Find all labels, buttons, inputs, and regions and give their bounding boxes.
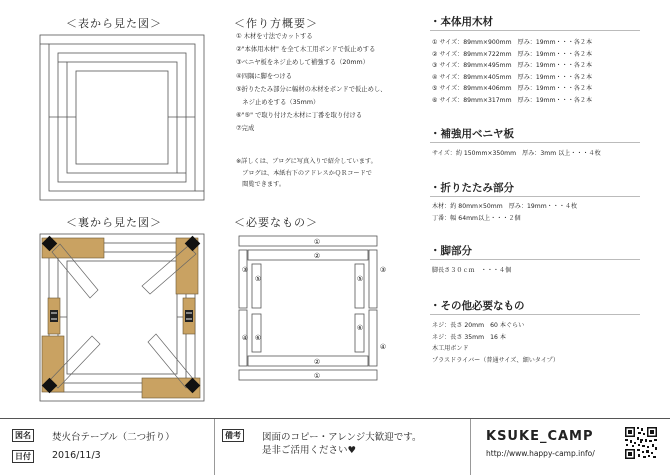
- folding-list: [432, 201, 577, 224]
- part-6-right: [355, 314, 364, 352]
- front-view-drawing: [38, 33, 206, 203]
- label-part-1-top: ①: [313, 238, 321, 246]
- part-4-right: [369, 310, 377, 366]
- label-part-2-top: ②: [313, 252, 321, 260]
- label-part-5-left: ⑤: [254, 275, 262, 283]
- label-part-6-left: ⑥: [254, 334, 262, 342]
- others-item: ネジ：長さ 20mm 60 本ぐらい: [432, 322, 525, 329]
- legs-item: 脚長さ３０ｃｍ ・・・４個: [432, 267, 512, 274]
- step-1: ① 木材を寸法でカットする: [236, 33, 313, 40]
- step-4: ④四隅に脚をつける: [236, 72, 293, 80]
- part-6-left: [252, 314, 261, 352]
- others-item: プラスドライバー（普通サイズ、細いタイプ）: [432, 356, 559, 364]
- step-5-cont: ネジ止めをする（35mm）: [236, 99, 320, 107]
- remarks-label: 備考: [222, 429, 244, 442]
- required-parts-drawing: [236, 232, 386, 386]
- back-view-heading: ＜裏から見た図＞: [66, 216, 162, 229]
- main-wood-item: ③ サイズ：89mm×495mm 厚み：19mm・・・各２本: [432, 62, 593, 70]
- part-2-bottom: [248, 356, 368, 366]
- others-title: ・その他必要なもの: [430, 300, 525, 312]
- hinge-left: [50, 310, 58, 322]
- part-5-right: [355, 264, 364, 308]
- back-view-drawing: [38, 232, 206, 404]
- folding-item: 丁番：幅 64mm以上・・・２個: [432, 214, 521, 222]
- label-part-5-right: ⑤: [356, 275, 364, 283]
- main-wood-item: ⑥ サイズ：89mm×317mm 厚み：19mm・・・各２本: [432, 96, 593, 104]
- label-part-4-left: ④: [241, 334, 249, 342]
- remarks-line-2: 是非ご活用ください♥: [262, 445, 357, 456]
- part-3-right: [369, 250, 377, 308]
- overview-heading: ＜作り方概要＞: [234, 17, 318, 30]
- main-wood-list: [432, 37, 592, 107]
- plywood-title: ・補強用ベニヤ板: [430, 128, 514, 140]
- folding-item: 木材：約 80mm×50mm 厚み：19mm・・・４枚: [432, 203, 578, 210]
- legs-title: ・脚部分: [430, 245, 472, 257]
- front-view-heading: ＜表から見た図＞: [66, 17, 162, 30]
- qr-code-icon[interactable]: [624, 426, 658, 460]
- label-part-4-right: ④: [379, 343, 386, 351]
- label-part-2-bottom: ②: [313, 358, 321, 366]
- part-2-top: [248, 250, 368, 260]
- main-wood-item: ① サイズ：89mm×900mm 厚み：19mm・・・各２本: [432, 39, 593, 46]
- plywood-item: サイズ：約 150mm×350mm 厚み：3mm 以上・・・４枚: [432, 150, 601, 157]
- title-label: 図名: [12, 429, 34, 442]
- blog-note: ※詳しくは、ブログに写真入りで紹介しています。 ブログは、本紙右下のアドレスかＱＲコードで 閲覧できます。: [236, 158, 377, 188]
- step-7: ⑦完成: [236, 125, 255, 133]
- part-1-top: [239, 236, 377, 246]
- blog-url[interactable]: http://www.happy-camp.info/: [486, 449, 595, 458]
- label-part-1-bottom: ①: [313, 372, 321, 380]
- others-list: [432, 320, 559, 366]
- remarks-line-1: 図面のコピー・アレンジ大歓迎です。: [262, 432, 422, 443]
- main-wood-item: ② サイズ：89mm×722mm 厚み：19mm・・・各２本: [432, 50, 593, 58]
- plywood-list: [432, 148, 601, 160]
- main-wood-item: ⑤ サイズ：89mm×406mm 厚み：19mm・・・各２本: [432, 85, 593, 93]
- part-5-left: [252, 264, 261, 308]
- hinge-right: [185, 310, 193, 322]
- title-value: 焚火台テーブル（二つ折り）: [52, 432, 175, 443]
- label-part-3-left: ③: [241, 266, 249, 274]
- title-block: [0, 418, 670, 475]
- label-part-6-right: ⑥: [356, 324, 364, 332]
- step-3: ③ベニヤ板をネジ止めして補強する（20mm）: [236, 59, 369, 67]
- others-item: 木工用ボンド: [432, 345, 469, 353]
- steps-list: [236, 30, 386, 136]
- legs-list: [432, 265, 511, 277]
- part-3-left: [239, 250, 247, 308]
- date-value: 2016/11/3: [52, 450, 101, 461]
- required-parts-heading: ＜必要なもの＞: [234, 216, 318, 229]
- date-label: 日付: [12, 450, 34, 463]
- step-2: ②"本体用木材" を全て木工用ボンドで仮止めする: [236, 46, 376, 54]
- brand-logo: KSUKE_CAMP: [486, 429, 594, 444]
- step-6: ⑥"⑤" で取り付けた木材に丁番を取り付ける: [236, 112, 363, 120]
- others-item: ネジ：長さ 35mm 16 本: [432, 333, 506, 341]
- label-part-3-right: ③: [379, 266, 386, 274]
- step-5: ⑤折りたたみ部分に幅材の木材をボンドで仮止めし、: [236, 85, 387, 93]
- part-1-bottom: [239, 370, 377, 380]
- main-wood-item: ④ サイズ：89mm×405mm 厚み：19mm・・・各２本: [432, 73, 593, 81]
- main-wood-title: ・本体用木材: [430, 16, 493, 28]
- folding-title: ・折りたたみ部分: [430, 182, 514, 194]
